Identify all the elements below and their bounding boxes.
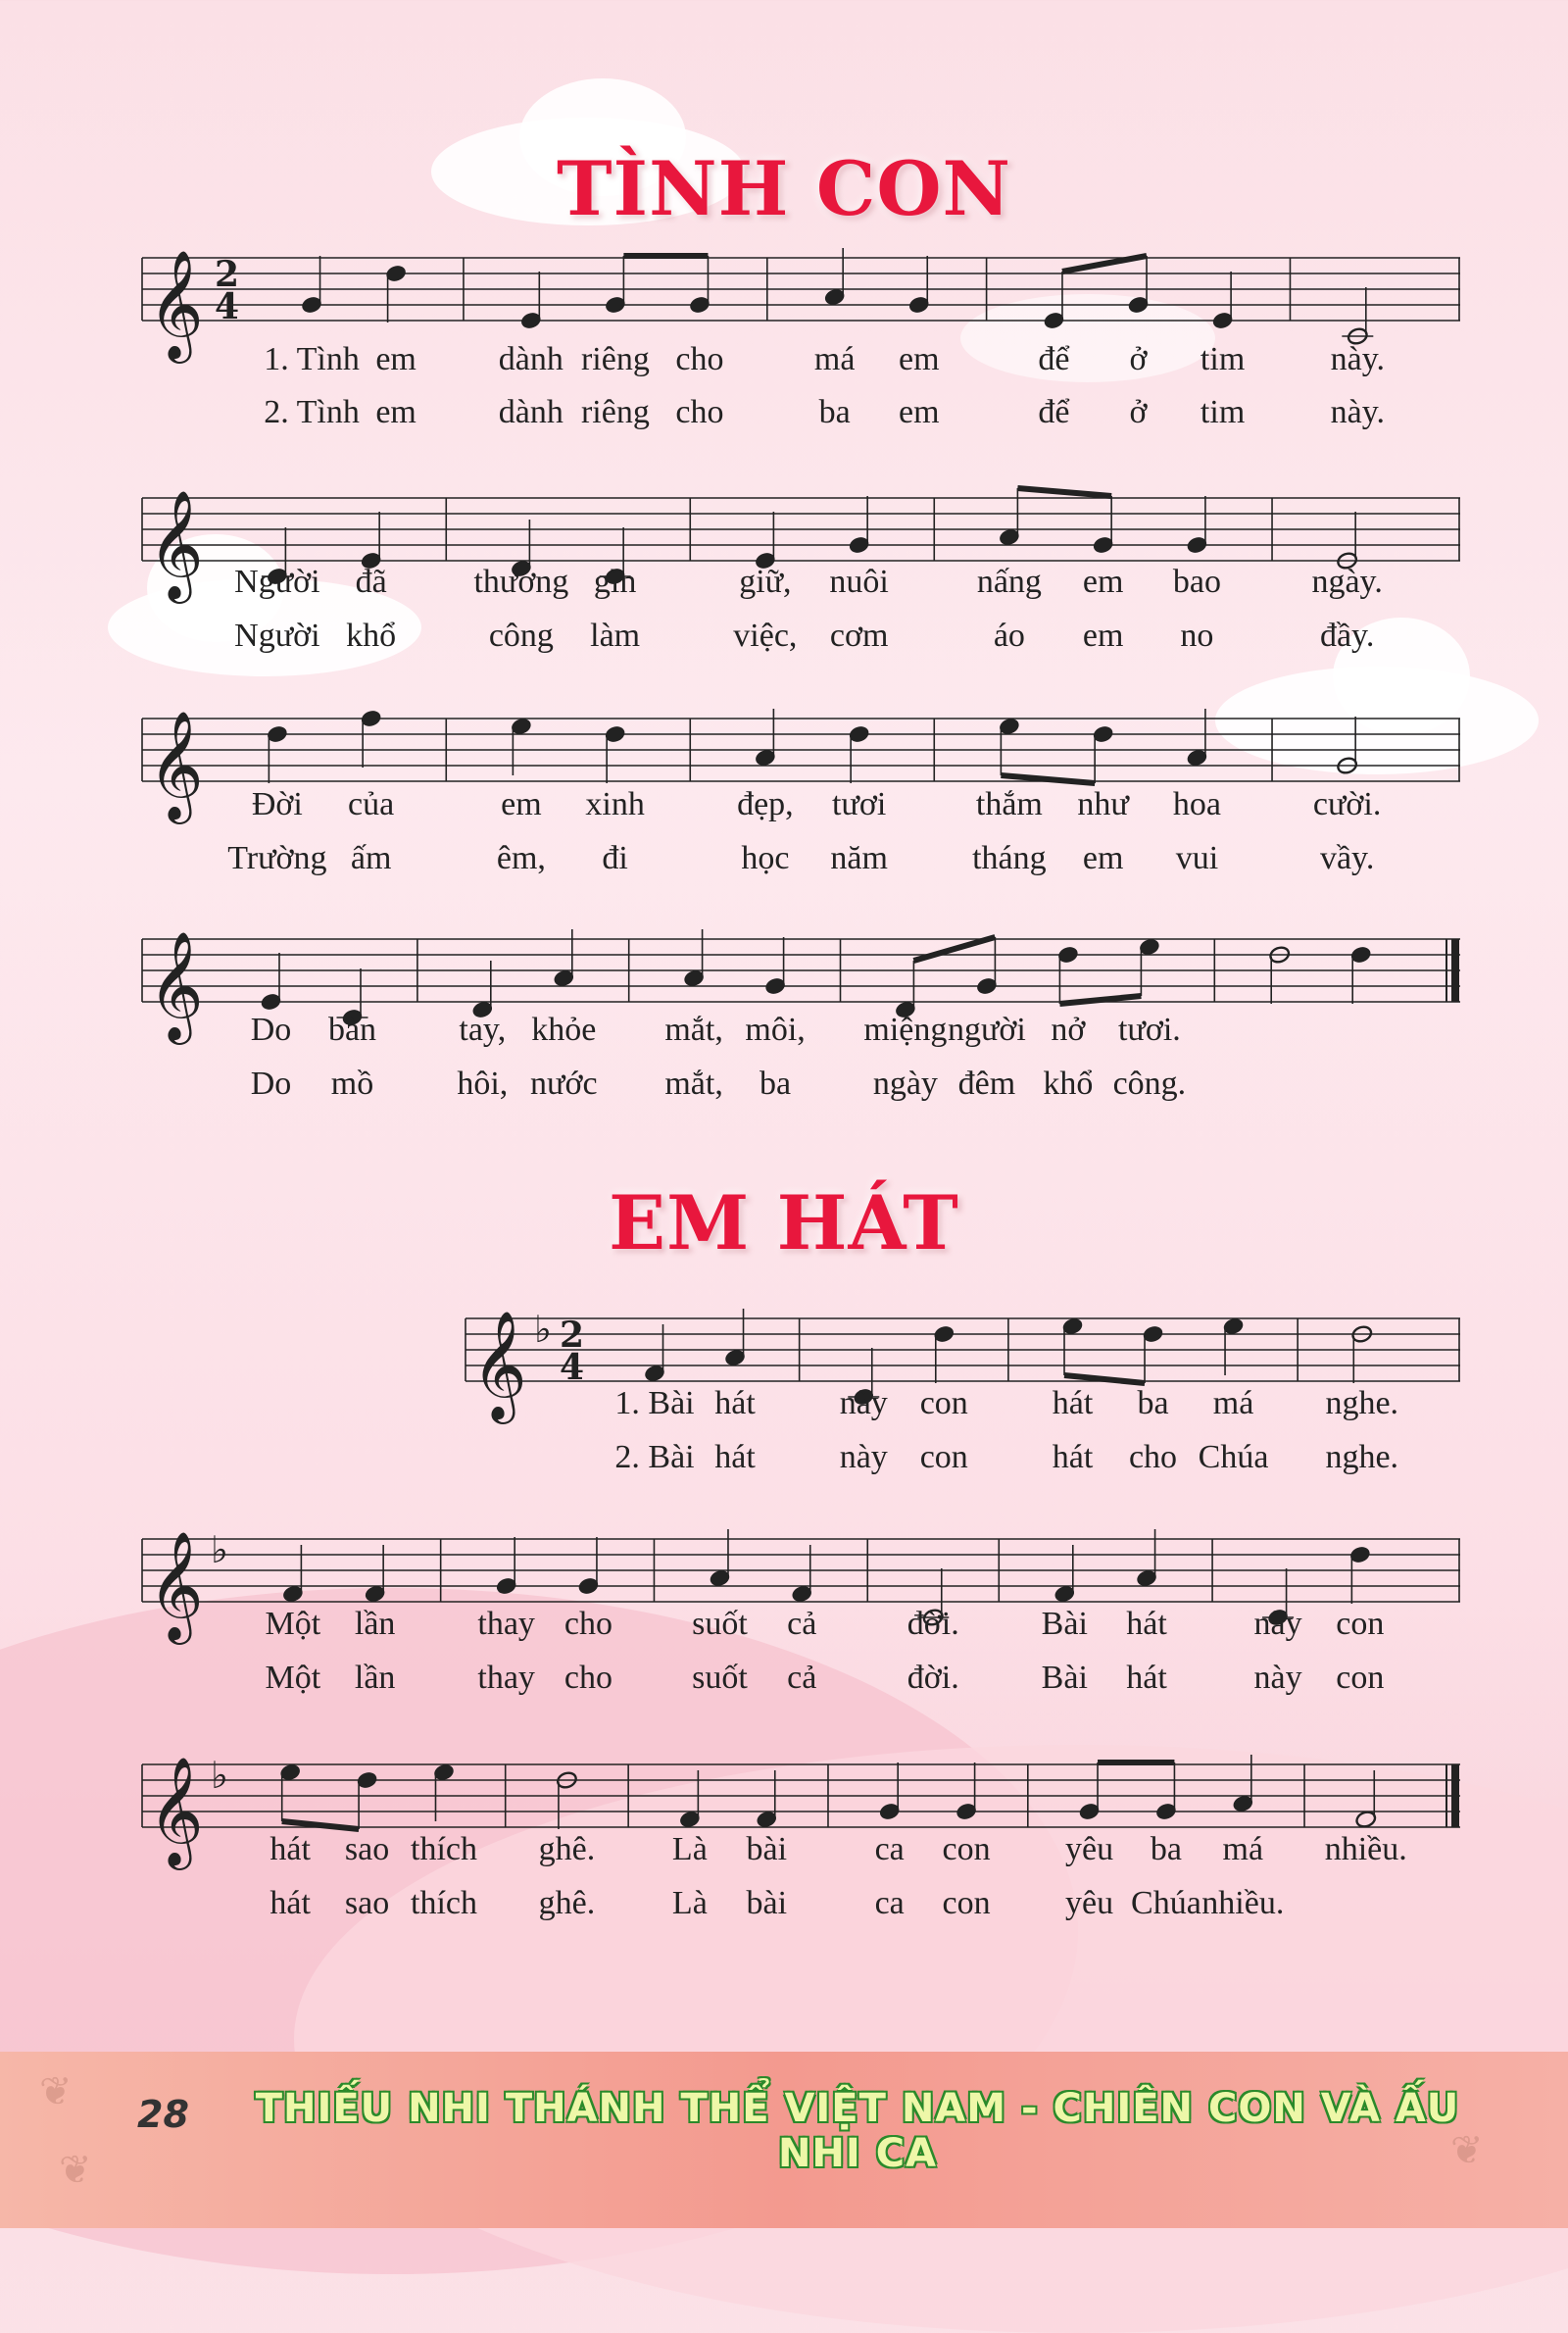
lyric-word: em <box>375 341 416 377</box>
key-signature: ♭ <box>211 1754 228 1797</box>
note <box>1336 512 1358 571</box>
lyric-word: để <box>1038 394 1070 430</box>
lyric-word: gìn <box>593 564 637 600</box>
lyric-word: lần <box>354 1606 396 1642</box>
note <box>848 724 870 783</box>
treble-clef-icon: 𝄞 <box>148 1756 204 1865</box>
lyric-word: 2. Tình <box>264 394 360 430</box>
lyric-word: miệng <box>863 1012 948 1048</box>
note <box>1342 287 1373 346</box>
lyric-word: giữ, <box>739 564 792 600</box>
leaf-decoration: ❦ <box>1450 2128 1484 2172</box>
note <box>556 1770 578 1829</box>
lyric-word: thắm <box>975 786 1043 822</box>
note <box>1211 272 1234 330</box>
note <box>279 1762 302 1821</box>
lyric-word: má <box>1212 1385 1254 1421</box>
note <box>679 1770 702 1829</box>
note <box>495 1537 517 1596</box>
treble-clef-icon: 𝄞 <box>148 249 204 359</box>
lyric-word: đời. <box>906 1660 959 1696</box>
beam <box>1001 775 1095 783</box>
lyric-word: nghe. <box>1325 1439 1399 1475</box>
lyric-word: sao <box>344 1831 390 1867</box>
lyric-word: bài <box>746 1885 788 1921</box>
lyric-word: đã <box>355 564 387 600</box>
note <box>1350 1324 1373 1383</box>
lyric-word: tay, <box>459 1012 507 1048</box>
lyric-word: này <box>839 1385 888 1421</box>
lyric-word: đêm <box>957 1066 1016 1102</box>
note <box>433 1762 456 1821</box>
lyric-word: Do <box>250 1066 292 1102</box>
note <box>1354 1770 1377 1829</box>
beam <box>1059 996 1141 1004</box>
lyric-word: này <box>839 1439 888 1475</box>
note <box>1139 937 1161 996</box>
lyric-word: hát <box>1052 1439 1094 1475</box>
lyric-word: này. <box>1330 341 1386 377</box>
note <box>823 248 846 307</box>
lyric-word: yêu <box>1064 1831 1114 1867</box>
treble-clef-icon: 𝄞 <box>471 1310 527 1419</box>
note <box>999 717 1021 775</box>
lyric-word: ba <box>818 394 851 430</box>
lyric-word: thương <box>473 564 569 600</box>
lyric-word: cho <box>675 341 724 377</box>
lyric-word: tươi. <box>1117 1012 1181 1048</box>
note <box>1043 272 1065 330</box>
note <box>1142 1324 1164 1383</box>
note <box>364 1545 386 1604</box>
note <box>360 512 382 571</box>
lyric-word: hoa <box>1172 786 1221 822</box>
note <box>1136 1529 1158 1588</box>
lyric-word: no <box>1180 618 1214 654</box>
lyric-word: Một <box>265 1606 321 1642</box>
lyric-word: Bài <box>1041 1606 1088 1642</box>
time-signature-top: 2 <box>560 1315 585 1356</box>
lyric-word: tim <box>1200 341 1246 377</box>
lyric-word: ca <box>874 1831 905 1867</box>
lyric-word: môi, <box>745 1012 806 1048</box>
note <box>756 1770 778 1829</box>
lyric-word: Đời <box>251 786 303 822</box>
lyric-word: này <box>1253 1660 1302 1696</box>
lyric-word: vầy. <box>1319 840 1375 876</box>
lyric-word: Một <box>265 1660 321 1696</box>
lyric-word: suốt <box>692 1606 748 1642</box>
lyric-word: đầy. <box>1319 618 1375 654</box>
lyric-word: em <box>898 341 940 377</box>
lyric-word: của <box>348 786 395 822</box>
leaf-decoration: ❦ <box>39 2069 73 2113</box>
page-number: 28 <box>137 2093 189 2136</box>
lyric-word: ba <box>1137 1385 1169 1421</box>
lyric-word: đời. <box>906 1606 959 1642</box>
lyric-word: làm <box>590 618 641 654</box>
lyric-word: Người <box>234 564 320 600</box>
lyric-word: ấm <box>350 840 392 876</box>
note <box>956 1762 978 1821</box>
lyric-word: công. <box>1112 1066 1187 1102</box>
lyric-word: con <box>1336 1660 1385 1696</box>
note <box>604 724 626 783</box>
lyric-word: áo <box>993 618 1025 654</box>
lyric-word: cơm <box>829 618 889 654</box>
note <box>1232 1755 1254 1813</box>
note <box>933 1324 956 1383</box>
note <box>755 709 777 768</box>
lyric-word: riêng <box>580 394 650 430</box>
time-signature-top: 2 <box>215 254 240 295</box>
note <box>267 724 289 783</box>
lyric-word: ngày <box>872 1066 938 1102</box>
note <box>709 1529 731 1588</box>
lyric-word: lần <box>354 1660 396 1696</box>
note <box>999 488 1021 547</box>
lyric-word: đi <box>602 840 628 876</box>
lyric-word: con <box>942 1885 991 1921</box>
lyric-word: cho <box>564 1660 612 1696</box>
lyric-word: hát <box>1126 1606 1167 1642</box>
lyric-word: con <box>919 1385 968 1421</box>
lyric-word: tim <box>1200 394 1246 430</box>
lyric-word: vui <box>1175 840 1219 876</box>
lyric-word: cả <box>787 1660 817 1696</box>
lyric-word: em <box>1082 564 1124 600</box>
lyric-word: người <box>947 1012 1026 1048</box>
lyric-word: hôi, <box>457 1066 509 1102</box>
lyric-word: 1. Tình <box>264 341 360 377</box>
lyric-word: bao <box>1172 564 1221 600</box>
note <box>385 264 408 323</box>
note <box>1078 1762 1101 1821</box>
beam <box>1017 488 1111 496</box>
lyric-word: em <box>375 394 416 430</box>
lyric-word: hát <box>714 1439 756 1475</box>
note <box>1155 1762 1178 1821</box>
note <box>1092 496 1114 555</box>
lyric-word: nở <box>1051 1012 1086 1048</box>
note <box>577 1537 600 1596</box>
footer-title: THIẾU NHI THÁNH THỂ VIỆT NAM - CHIÊN CON VÀ ẤU NHI CA <box>255 2086 1460 2176</box>
note <box>1268 945 1291 1004</box>
note <box>791 1545 813 1604</box>
note <box>724 1309 747 1367</box>
note <box>1061 1316 1084 1375</box>
lyric-word: 2. Bài <box>614 1439 695 1475</box>
note <box>520 272 543 330</box>
lyric-word: hát <box>270 1831 311 1867</box>
lyric-word: Trường <box>227 840 327 876</box>
lyric-word: hát <box>270 1885 311 1921</box>
lyric-word: thích <box>410 1831 477 1867</box>
note <box>683 929 706 988</box>
lyric-word: Chúa <box>1131 1885 1201 1921</box>
key-signature: ♭ <box>534 1308 552 1351</box>
lyric-word: con <box>919 1439 968 1475</box>
lyric-word: cho <box>1128 1439 1178 1475</box>
staff-system <box>142 1706 1460 1902</box>
lyric-word: như <box>1077 786 1129 822</box>
lyric-word: êm, <box>496 840 546 876</box>
lyric-word: sao <box>344 1885 390 1921</box>
lyric-word: Bài <box>1041 1660 1088 1696</box>
lyric-word: năm <box>830 840 888 876</box>
lyric-word: ca <box>874 1885 905 1921</box>
lyric-word: đẹp, <box>737 786 794 822</box>
lyric-word: hát <box>1126 1660 1167 1696</box>
lyric-word: nhiều. <box>1201 1885 1285 1921</box>
lyric-word: ngày. <box>1311 564 1383 600</box>
lyric-word: Người <box>234 618 320 654</box>
lyric-word: em <box>501 786 542 822</box>
leaf-decoration: ❦ <box>59 2148 92 2192</box>
note <box>1127 256 1150 315</box>
lyric-word: này. <box>1330 394 1386 430</box>
lyric-word: mồ <box>330 1066 374 1102</box>
lyric-word: nước <box>530 1066 598 1102</box>
lyric-word: nghe. <box>1325 1385 1399 1421</box>
note <box>1186 496 1208 555</box>
lyric-word: Là <box>671 1831 708 1867</box>
lyric-word: ba <box>760 1066 792 1102</box>
note <box>1057 945 1080 1004</box>
staff-system <box>466 1260 1460 1456</box>
lyric-word: mắt, <box>664 1066 723 1102</box>
lyric-word: tháng <box>972 840 1047 876</box>
lyric-word: ở <box>1129 394 1148 430</box>
lyric-word: ghê. <box>538 1831 596 1867</box>
lyric-word: dành <box>498 341 564 377</box>
note <box>1054 1545 1076 1604</box>
note <box>1336 717 1358 775</box>
lyric-word: thay <box>477 1606 535 1642</box>
lyric-word: ở <box>1129 341 1148 377</box>
note <box>1186 709 1208 768</box>
note <box>907 256 930 315</box>
lyric-word: má <box>1222 1831 1264 1867</box>
beam <box>913 937 995 961</box>
lyric-word: 1. Bài <box>614 1385 695 1421</box>
time-signature-bottom: 4 <box>560 1347 585 1388</box>
note <box>895 961 917 1019</box>
lyric-word: má <box>813 341 856 377</box>
note <box>360 709 382 768</box>
lyric-word: yêu <box>1064 1885 1114 1921</box>
lyric-word: xinh <box>585 786 645 822</box>
note <box>553 929 575 988</box>
lyric-word: cười. <box>1312 786 1382 822</box>
treble-clef-icon: 𝄞 <box>148 489 204 599</box>
key-signature: ♭ <box>211 1528 228 1571</box>
lyric-word: nhiều. <box>1324 1831 1407 1867</box>
note <box>1349 1545 1372 1604</box>
lyric-word: nấng <box>976 564 1042 600</box>
lyric-word: cho <box>675 394 724 430</box>
lyric-word: mắt, <box>664 1012 723 1048</box>
lyric-word: khỏe <box>531 1012 597 1048</box>
lyric-word: Là <box>671 1885 708 1921</box>
lyric-word: Chúa <box>1198 1439 1269 1475</box>
lyric-word: ba <box>1150 1831 1182 1867</box>
beam <box>282 1821 359 1829</box>
note <box>1222 1316 1245 1375</box>
note <box>1349 945 1372 1004</box>
note <box>1092 724 1114 783</box>
note <box>755 512 777 571</box>
lyric-word: bài <box>746 1831 788 1867</box>
note <box>471 961 494 1019</box>
lyric-word: em <box>1082 840 1124 876</box>
lyric-word: dành <box>498 394 564 430</box>
lyric-word: em <box>1082 618 1124 654</box>
lyric-word: khổ <box>1043 1066 1094 1102</box>
beam <box>1064 1375 1145 1383</box>
lyric-word: để <box>1038 341 1070 377</box>
treble-clef-icon: 𝄞 <box>148 1530 204 1640</box>
lyric-word: này <box>1253 1606 1302 1642</box>
note <box>260 953 282 1012</box>
lyric-word: Do <box>250 1012 292 1048</box>
lyric-word: tươi <box>831 786 887 822</box>
lyric-word: hát <box>714 1385 756 1421</box>
lyric-word: thay <box>477 1660 535 1696</box>
lyric-word: học <box>741 840 790 876</box>
note <box>878 1762 901 1821</box>
note <box>356 1770 378 1829</box>
lyric-word: ghê. <box>538 1885 596 1921</box>
staff-system <box>142 439 1460 635</box>
staff-system <box>142 660 1460 856</box>
lyric-word: nuôi <box>829 564 889 600</box>
note <box>301 256 323 315</box>
treble-clef-icon: 𝄞 <box>148 710 204 819</box>
lyric-word: thích <box>410 1885 477 1921</box>
lyric-word: con <box>1336 1606 1385 1642</box>
lyric-word: khổ <box>346 618 397 654</box>
note <box>644 1324 666 1383</box>
treble-clef-icon: 𝄞 <box>148 930 204 1040</box>
note <box>976 937 999 996</box>
lyric-word: hát <box>1052 1385 1094 1421</box>
lyric-word: em <box>898 394 940 430</box>
note <box>848 496 870 555</box>
lyric-word: cả <box>787 1606 817 1642</box>
song-title: TÌNH CON <box>557 145 1011 232</box>
time-signature-bottom: 4 <box>215 286 240 327</box>
lyric-word: con <box>942 1831 991 1867</box>
lyric-word: việc, <box>733 618 798 654</box>
lyric-word: riêng <box>580 341 650 377</box>
note <box>689 256 711 315</box>
staff-system <box>142 1480 1460 1676</box>
lyric-word: công <box>488 618 554 654</box>
lyric-word: cho <box>564 1606 612 1642</box>
note <box>605 256 627 315</box>
note <box>511 717 533 775</box>
lyric-word: suốt <box>692 1660 748 1696</box>
note <box>764 937 787 996</box>
lyric-word: bàn <box>327 1012 377 1048</box>
song-title: EM HÁT <box>609 1179 959 1266</box>
note <box>282 1545 305 1604</box>
